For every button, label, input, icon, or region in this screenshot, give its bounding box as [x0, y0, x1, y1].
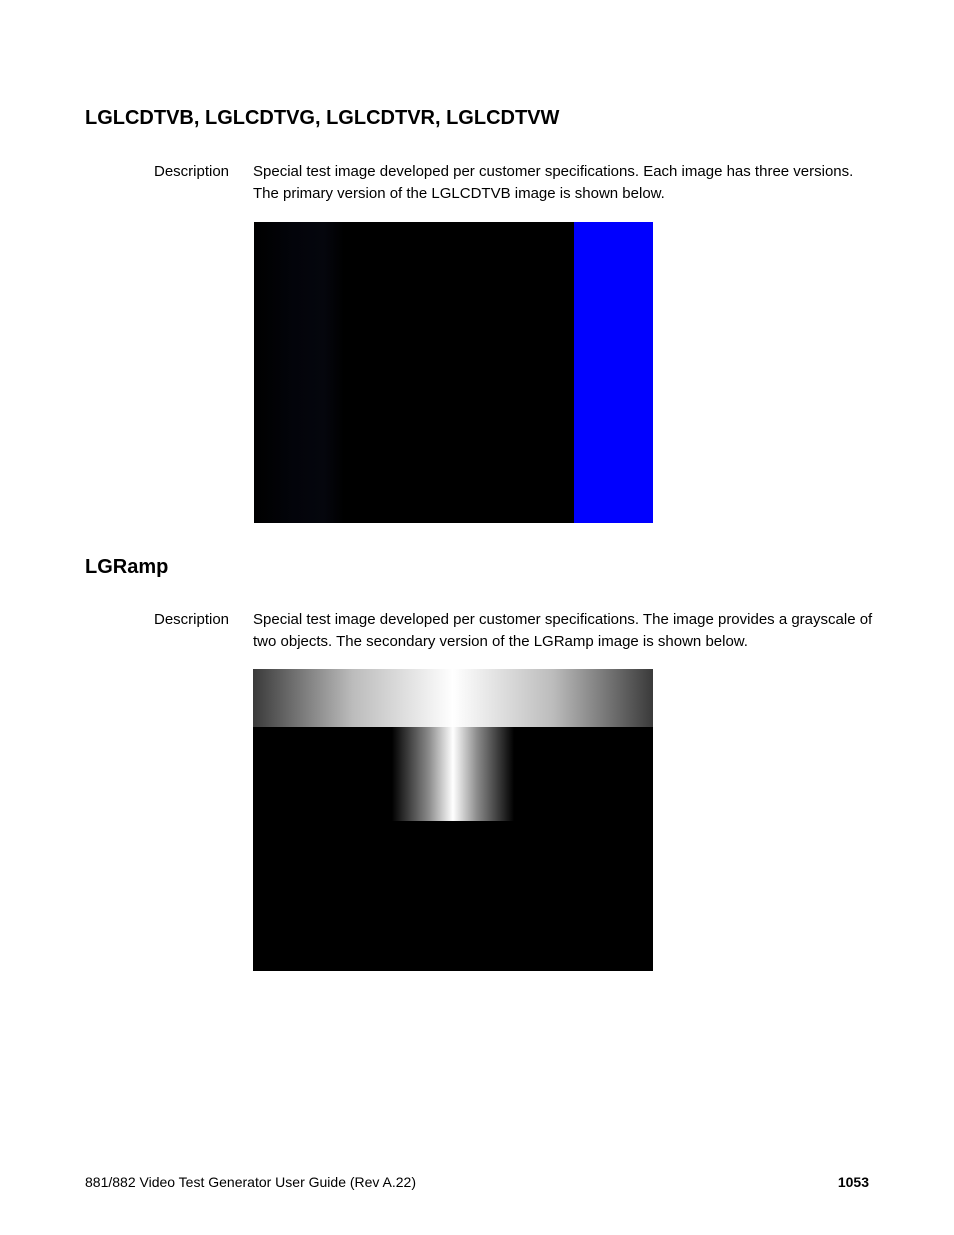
black-field [254, 222, 574, 523]
blue-bar [574, 222, 653, 523]
section-heading-lglcdtv: LGLCDTVB, LGLCDTVG, LGLCDTVR, LGLCDTVW [85, 107, 560, 129]
horizontal-gray-ramp [253, 669, 653, 727]
lgramp-test-image [253, 669, 653, 971]
footer-guide-title: 881/882 Video Test Generator User Guide (Rev A.22) [85, 1174, 417, 1190]
center-gray-ramp [392, 727, 514, 821]
description-label: Description [154, 611, 230, 628]
description-text: Special test image developed per customer specifications. The image provides a grayscale of two objects. The secondary version of the LGRamp image is shown below. [253, 611, 873, 650]
description-text: Special test image developed per customer specifications. Each image has three versions. The primary version of the LGLCDTVB image is shown below. [253, 163, 854, 202]
description-label: Description [154, 163, 230, 180]
lglcdtvb-test-image [254, 222, 653, 523]
footer-page-number: 1053 [837, 1174, 869, 1190]
section-heading-lgramp: LGRamp [85, 556, 169, 578]
